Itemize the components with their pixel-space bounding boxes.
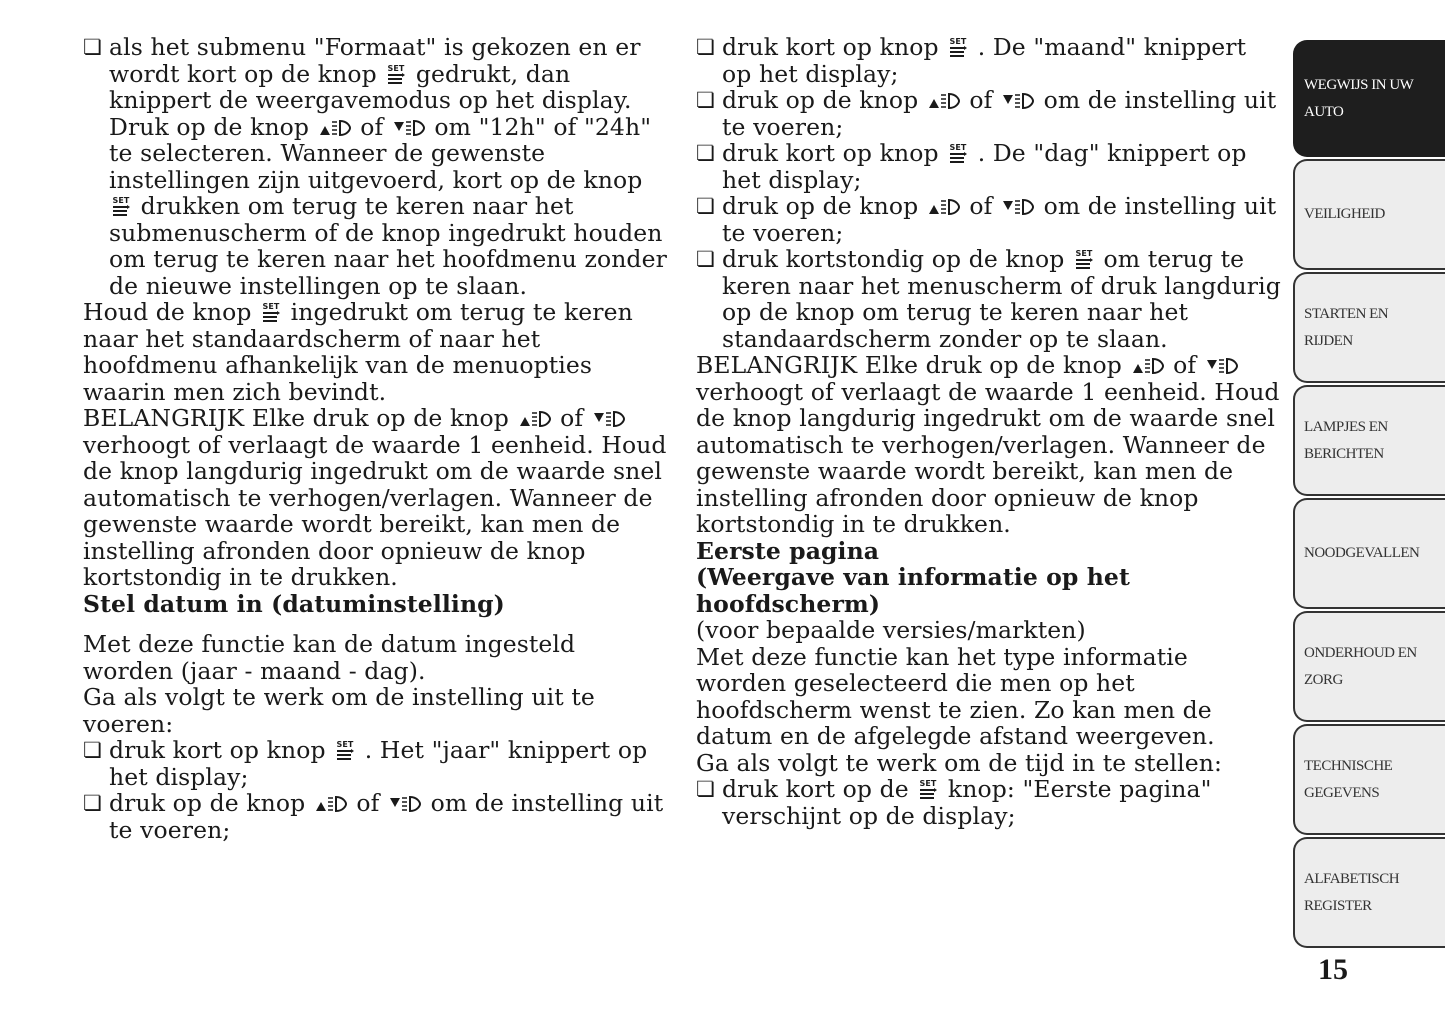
chapter-tabs [1293,40,1445,950]
tab-onderhoud-en-zorg[interactable]: ONDERHOUD EN ZORG [1293,611,1445,722]
paragraph: Ga als volgt te werk om de instelling uit te voeren: [83,683,595,738]
svg-text:SET: SET [1075,249,1093,258]
brightness-up-icon [928,197,960,217]
svg-text:SET: SET [262,302,280,311]
section-heading: Eerste pagina [696,536,880,565]
list-item: ❏ druk kort op knop SET . De "maand" knippert op het display; [696,34,1281,87]
list-item: ❏ druk op de knop of om de instelling uit te voeren; [696,87,1281,140]
set-button-icon [111,195,131,217]
brightness-down-icon [1206,356,1238,376]
tab-alfabetisch-register[interactable]: ALFABETISCH REGISTER [1293,837,1445,948]
paragraph: Ga als volgt te werk om de tijd in te stellen: [696,748,1223,777]
set-button-icon [948,36,968,58]
list-item: ❏ druk kortstondig op de knop SET om terug te keren naar het menuscherm of druk langdurig op de knop om terug te keren naar het standaardscherm zonder op te slaan. [696,246,1281,352]
brightness-up-icon [319,118,351,138]
list-item: ❏ druk op de knop of om de instelling uit te voeren; [696,193,1281,246]
section-subheading: (Weergave van informatie op het hoofdscherm) [696,563,1130,618]
brightness-up-icon [519,409,551,429]
tab-veiligheid[interactable]: VEILIGHEID [1293,159,1445,270]
tab-noodgevallen[interactable]: NOODGEVALLEN [1293,498,1445,609]
left-column [83,34,668,843]
tab-wegwijs[interactable]: WEGWIJS IN UW AUTO [1293,40,1445,157]
set-button-icon [948,142,968,164]
svg-text:SET: SET [387,63,405,73]
set-button-icon [386,63,406,85]
svg-text:SET: SET [949,37,967,46]
section-note: (voor bepaalde versies/markten) [696,616,1086,644]
svg-text:SET: SET [336,740,354,749]
set-button-icon [335,739,355,761]
brightness-down-icon [1002,91,1034,111]
paragraph: Met deze functie kan de datum ingesteld worden (jaar - maand - dag). [83,630,576,685]
brightness-down-icon [393,118,425,138]
tab-starten-en-rijden[interactable]: STARTEN EN RIJDEN [1293,272,1445,383]
page-number: 15 [1318,953,1348,986]
important-note: BELANGRIJK Elke druk op de knop of verhoogt of verlaagt de waarde 1 eenheid. Houd de knop langdurig ingedrukt om de waarde snel automatisch te verhogen/verlagen. Wanneer de gewenste waarde wordt bereikt, kan men de instelling afronden door opnieuw de knop kortstondig in te drukken. [83,404,667,591]
list-item: ❏ druk kort op knop SET . De "dag" knippert op het display; [696,140,1281,193]
brightness-down-icon [389,794,421,814]
brightness-down-icon [1002,197,1034,217]
right-column [696,34,1281,829]
list-item: ❏ druk kort op knop SET . Het "jaar" knippert op het display; [83,737,668,790]
svg-text:SET: SET [919,779,937,788]
list-item: ❏ druk kort op de SET knop: "Eerste pagina" verschijnt op de display; [696,776,1281,829]
brightness-up-icon [315,794,347,814]
brightness-up-icon [928,91,960,111]
paragraph: Houd de knop SET ingedrukt om terug te keren naar het standaardscherm of naar het hoofdmenu afhankelijk van de menuopties waarin men zich bevindt. [83,298,633,406]
tab-lampjes-en-berichten[interactable]: LAMPJES EN BERICHTEN [1293,385,1445,496]
set-button-icon [1074,248,1094,270]
list-item: ❏ als het submenu "Formaat" is gekozen en er wordt kort op de knop SET gedrukt, dan knippert de weergavemodus op het display. Druk op de knop of om "12h" of "24h" te selecteren. Wanneer de gewenste instellingen zijn uitgevoerd, kort op de knop SET drukken om terug te keren naar het submenuscherm of de knop ingedrukt houden om terug te keren naar het hoofdmenu zonder de nieuwe instellingen op te slaan. [83,34,668,299]
brightness-up-icon [1132,356,1164,376]
svg-text:SET: SET [112,196,130,205]
brightness-down-icon [593,409,625,429]
paragraph: Met deze functie kan het type informatie worden geselecteerd die men op het hoofdscherm wenst te zien. Zo kan men de datum en de afgelegde afstand weergeven. [696,642,1215,750]
set-button-icon [918,778,938,800]
list-item: ❏ druk op de knop of om de instelling uit te voeren; [83,790,668,843]
tab-technische-gegevens[interactable]: TECHNISCHE GEGEVENS [1293,724,1445,835]
set-button-icon [261,301,281,323]
section-heading: Stel datum in (datuminstelling) [83,589,505,618]
svg-text:SET: SET [949,143,967,152]
important-note: BELANGRIJK Elke druk op de knop of verhoogt of verlaagt de waarde 1 eenheid. Houd de knop langdurig ingedrukt om de waarde snel automatisch te verhogen/verlagen. Wanneer de gewenste waarde wordt bereikt, kan men de instelling afronden door opnieuw de knop kortstondig in te drukken. [696,351,1280,538]
